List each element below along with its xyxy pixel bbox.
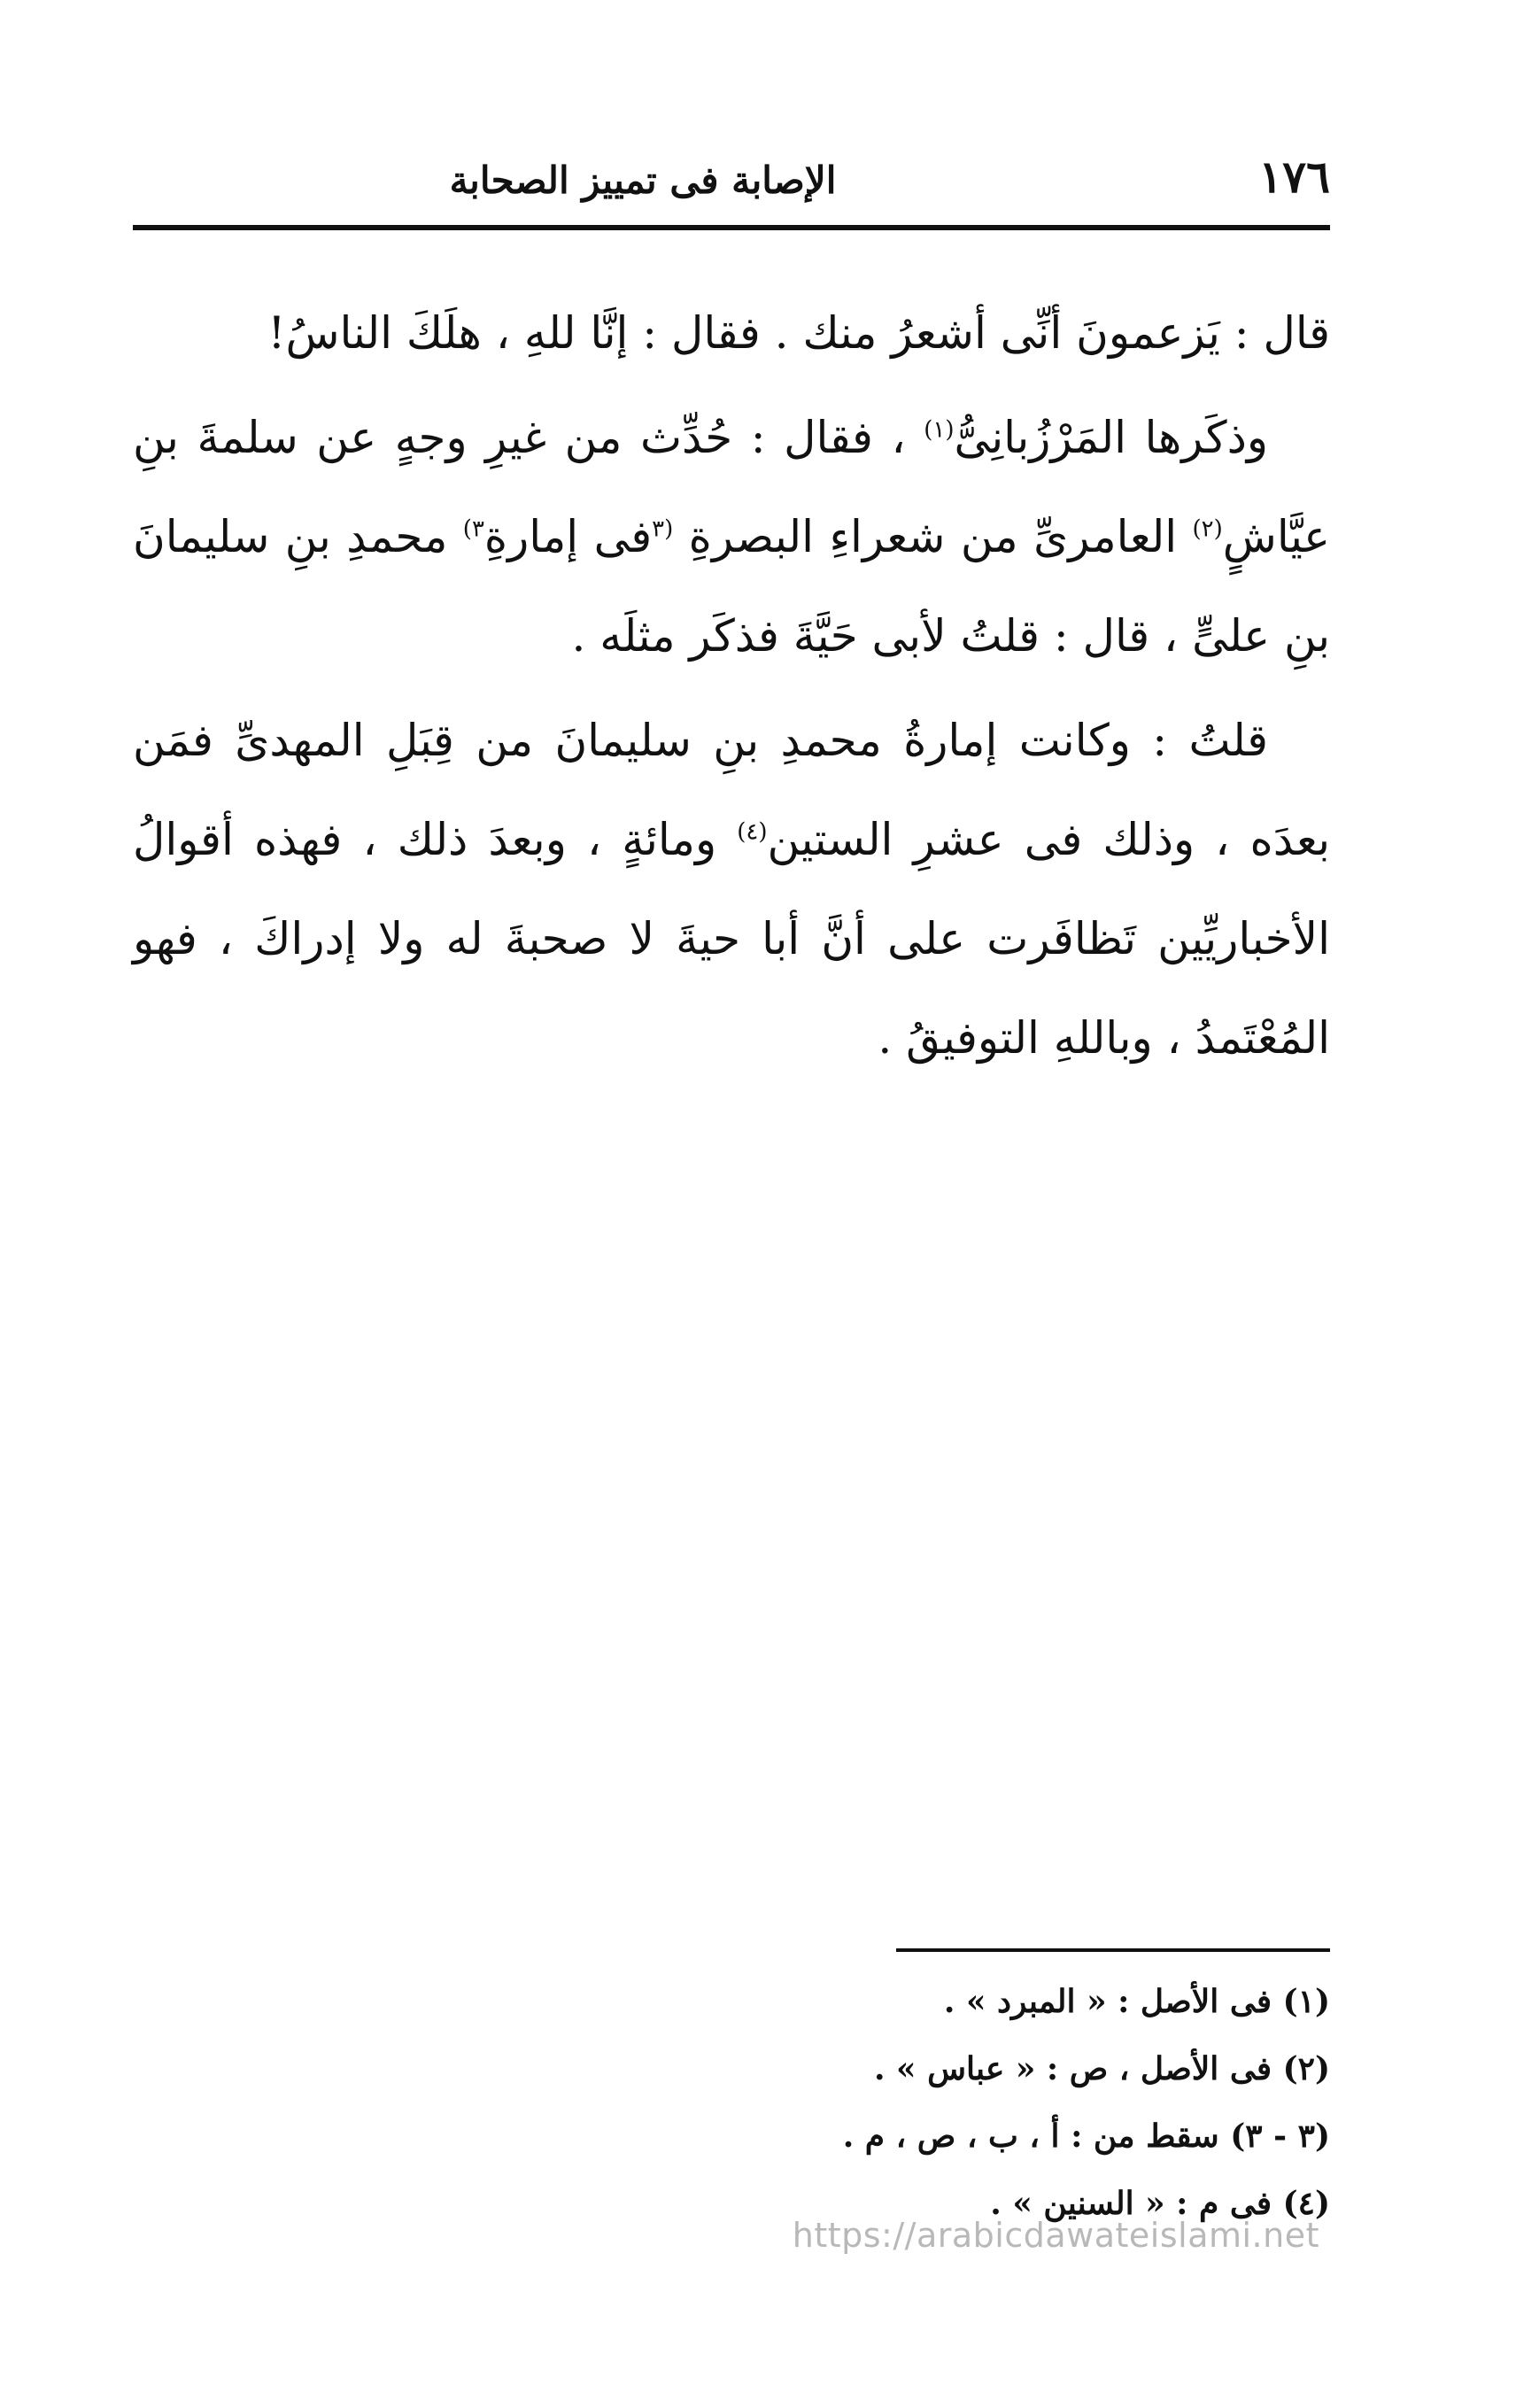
footnote-marker-3-start: (٣ [652, 515, 674, 543]
paragraph-3 [133, 691, 1330, 1088]
footnote-marker-2: (٢) [1192, 515, 1223, 543]
page-number: ١٧٦ [1258, 151, 1330, 203]
running-title: الإصابة فى تمييز الصحابة [449, 159, 837, 202]
text-segment: قلتُ : وكانت إمارةُ محمدِ بنِ سليمانَ من قِبَلِ المهدىِّ فمَن بعدَه ، وذلك فى عشرِ الستين [133, 715, 1330, 865]
footnotes [533, 1968, 1330, 2237]
main-text [133, 283, 1330, 1088]
paragraph-1: قال : يَزعمونَ أنِّى أشعرُ منك . فقال : إنَّا للهِ ، هلَكَ الناسُ! [267, 307, 1330, 359]
text-segment: فى إمارةِ [483, 511, 653, 562]
footnote-2: (٢) فى الأصل ، ص : « عباس » . [873, 2050, 1330, 2087]
paragraph-2 [133, 388, 1330, 685]
text-segment: ومائةٍ ، وبعدَ ذلك ، فهذه أقوالُ الأخباريِّين تَظافَرت على أنَّ أبا حيةَ لا صحبةَ له ولا إدراكَ ، فهو المُعْتَمدُ ، وباللهِ التوفيقُ . [133, 814, 1330, 1064]
text-segment: العامرىِّ من شعراءِ البصرةِ [673, 511, 1193, 562]
footnote-3: (٣ - ٣) سقط من : أ ، ب ، ص ، م . [842, 2118, 1330, 2155]
page-header [133, 146, 1330, 217]
text-segment: محمدِ بنِ سليمانَ بنِ علىٍّ ، قال : قلتُ لأبى حَيَّةَ فذكَر مثلَه . [133, 511, 1330, 662]
footnote-marker-4: (٤) [737, 818, 768, 846]
footnote-1: (١) فى الأصل : « المبرد » . [943, 1983, 1330, 2020]
text-segment: وذكَرها المَرْزُبانِىُّ [954, 412, 1268, 463]
text-segment: ، فقال : حُدِّث من غيرِ وجهٍ عن سلمةَ بنِ عيَّاشٍ [133, 412, 1330, 562]
header-rule [133, 225, 1330, 230]
footnote-marker-3-end: ٣) [462, 515, 484, 543]
footnote-separator [896, 1948, 1330, 1952]
watermark-url: https://arabicdawateislami.net [792, 2216, 1319, 2255]
footnote-marker-1: (١) [924, 416, 955, 444]
footnote-4: (٤) فى م : « السنين » . [990, 2185, 1330, 2222]
